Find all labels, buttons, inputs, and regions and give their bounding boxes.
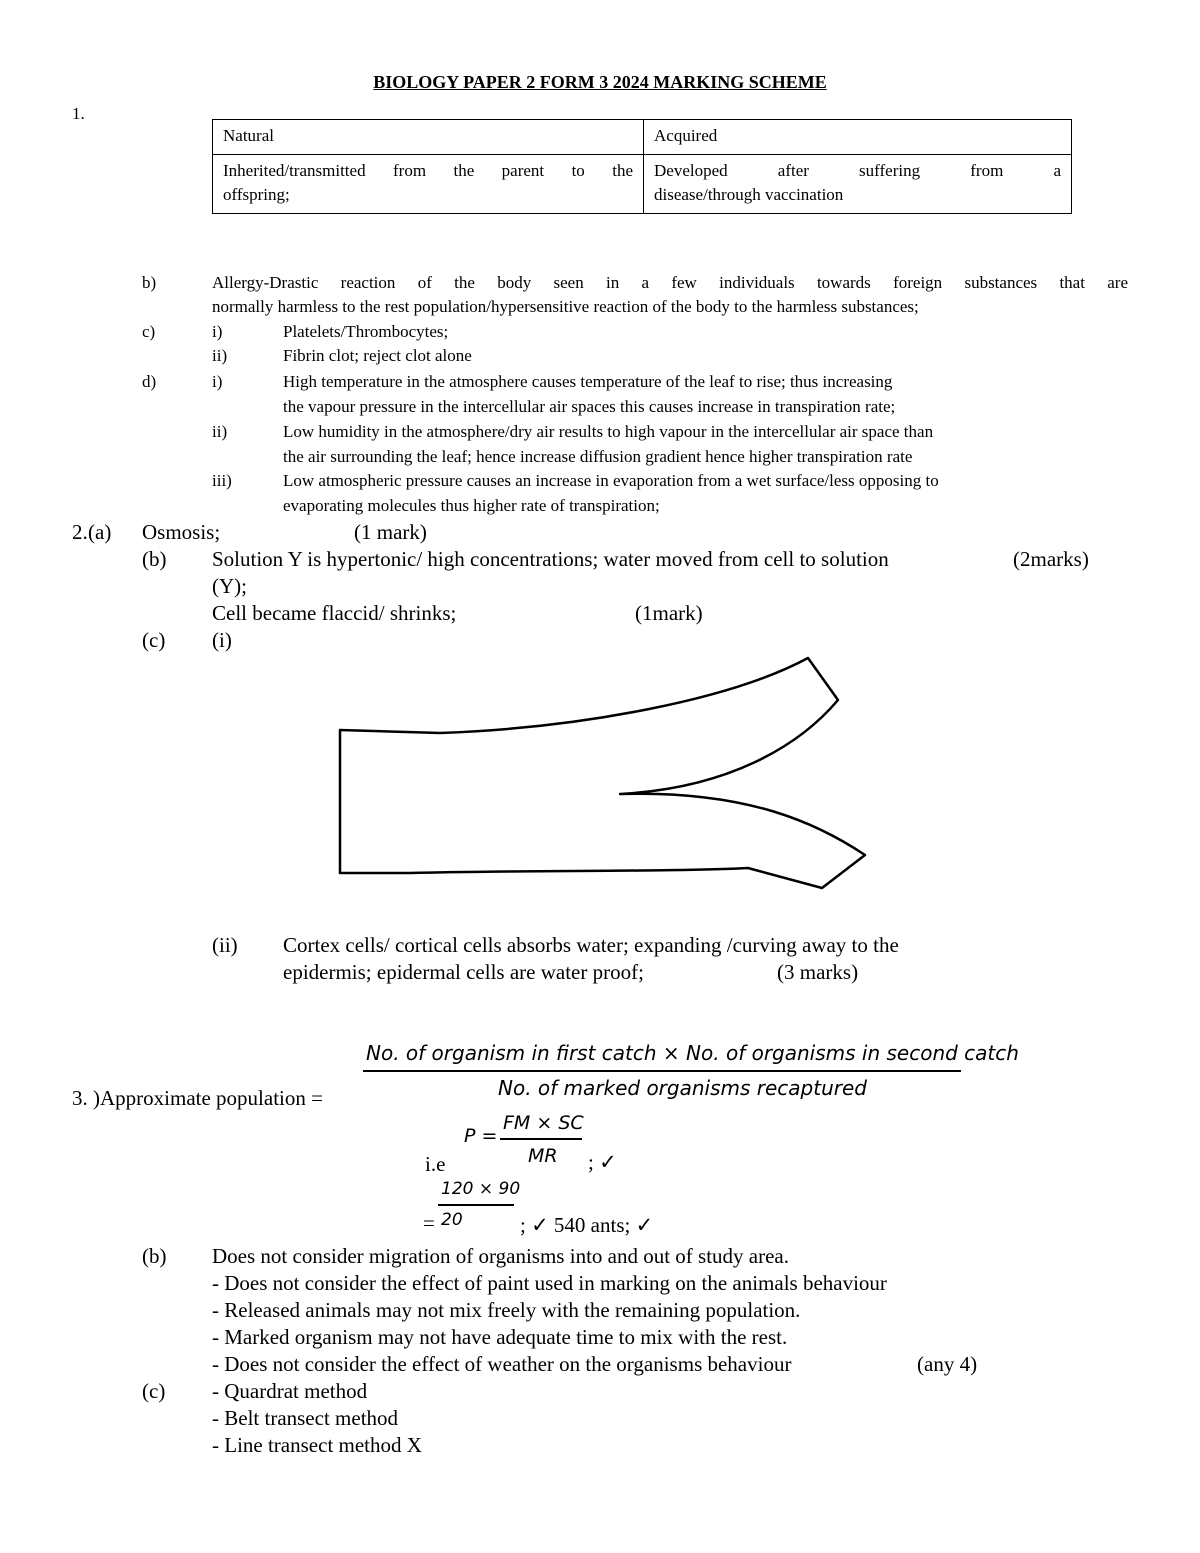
q2c-ii-marks: (3 marks)	[777, 960, 859, 984]
formula-numerator: No. of organism in first catch × No. of organisms in second catch	[366, 1041, 1019, 1065]
table-row	[213, 155, 1072, 214]
q3-label: 3. )Approximate population =	[72, 1086, 323, 1110]
q2b-line-3: Cell became flaccid/ shrinks;	[212, 601, 457, 625]
q2c-ii-line-2: epidermis; epidermal cells are water proof;	[283, 960, 644, 984]
q1-number: 1.	[72, 104, 85, 123]
p-equals: P =	[464, 1125, 498, 1147]
split-stem-diagram	[330, 650, 875, 900]
q1d-ii-line-1: Low humidity in the atmosphere/dry air results to high vapour in the intercellular air space than	[283, 422, 934, 441]
q2b-marks: (2marks)	[1013, 547, 1089, 571]
q2c-label: (c)	[142, 628, 166, 652]
q1c-label: c)	[142, 322, 156, 341]
q1d-i-label: i)	[212, 372, 223, 391]
q2c-i-label: (i)	[212, 628, 232, 652]
q2b-line-1: Solution Y is hypertonic/ high concentrations; water moved from cell to solution	[212, 547, 889, 571]
p-fraction-bar	[500, 1138, 582, 1140]
table-cell-natural	[213, 155, 644, 214]
q2c-ii-label: (ii)	[212, 933, 238, 957]
tick-1: ; ✓	[588, 1150, 617, 1174]
list-item: - Marked organism may not have adequate time to mix with the rest.	[212, 1325, 788, 1349]
q2a-text: Osmosis;	[142, 520, 221, 544]
ie-label: i.e	[425, 1152, 446, 1176]
natural-line-2: offspring;	[223, 185, 290, 204]
natural-acquired-table	[212, 119, 1072, 214]
list-item: Does not consider migration of organisms into and out of study area.	[212, 1244, 790, 1268]
q3b-marks: (any 4)	[917, 1352, 978, 1376]
page-title: BIOLOGY PAPER 2 FORM 3 2024 MARKING SCHEME	[373, 72, 827, 92]
table-cell-acquired	[644, 155, 1072, 214]
stem-outline	[340, 658, 865, 888]
table-header-acquired: Acquired	[644, 120, 1072, 155]
q3b-label: (b)	[142, 1244, 167, 1268]
q3c-label: (c)	[142, 1379, 166, 1403]
acquired-line-1: Developed after suffering from a	[654, 161, 1061, 180]
q1d-i-line-1: High temperature in the atmosphere causes temperature of the leaf to rise; thus increasing	[283, 372, 893, 391]
q1d-iii-line-2: evaporating molecules thus higher rate of transpiration;	[283, 496, 660, 515]
q1c-i-label: i)	[212, 322, 223, 341]
q1d-iii-line-1: Low atmospheric pressure causes an increase in evaporation from a wet surface/less opposing to	[283, 471, 939, 490]
q1c-i-text: Platelets/Thrombocytes;	[283, 322, 449, 341]
q1d-ii-label: ii)	[212, 422, 228, 441]
q2b-label: (b)	[142, 547, 167, 571]
list-item: - Released animals may not mix freely with the remaining population.	[212, 1298, 801, 1322]
acquired-line-2: disease/through vaccination	[654, 185, 844, 204]
q2a-label: (a)	[88, 520, 112, 544]
calc-fraction-bar	[438, 1204, 514, 1206]
calc-result: ; ✓ 540 ants; ✓	[520, 1213, 654, 1237]
formula-fraction-bar	[363, 1070, 961, 1072]
q1b-line-1-text: Allergy-Drastic reaction of the body seen in a few individuals towards foreign substances that are	[212, 273, 1128, 292]
q1c-ii-label: ii)	[212, 346, 228, 365]
formula-denominator: No. of marked organisms recaptured	[498, 1076, 867, 1100]
q2c-ii-line-1: Cortex cells/ cortical cells absorbs water; expanding /curving away to the	[283, 933, 899, 957]
q2a-marks: (1 mark)	[354, 520, 427, 544]
p-denominator: MR	[528, 1145, 558, 1167]
list-item: - Line transect method X	[212, 1433, 422, 1457]
q1b-label: b)	[142, 273, 157, 292]
list-item: - Does not consider the effect of weather on the organisms behaviour	[212, 1352, 792, 1376]
q1d-label: d)	[142, 372, 157, 391]
calc-numerator: 120 × 90	[441, 1179, 521, 1199]
natural-line-1: Inherited/transmitted from the parent to the	[223, 161, 633, 180]
p-numerator: FM × SC	[503, 1112, 584, 1134]
calc-denominator: 20	[441, 1210, 463, 1230]
table-header-natural: Natural	[213, 120, 644, 155]
q1c-ii-text: Fibrin clot; reject clot alone	[283, 346, 472, 365]
q1b-line-2: normally harmless to the rest population/hypersensitive reaction of the body to the harmless substances;	[212, 297, 919, 316]
list-item: - Does not consider the effect of paint used in marking on the animals behaviour	[212, 1271, 887, 1295]
q2-number: 2.	[72, 520, 88, 544]
q1d-i-line-2: the vapour pressure in the intercellular air spaces this causes increase in transpiration rate;	[283, 397, 896, 416]
q2b-line-2: (Y);	[212, 574, 247, 598]
list-item: - Belt transect method	[212, 1406, 399, 1430]
q1d-iii-label: iii)	[212, 471, 232, 490]
list-item: - Quardrat method	[212, 1379, 368, 1403]
q1d-ii-line-2: the air surrounding the leaf; hence increase diffusion gradient hence higher transpiration rate	[283, 447, 913, 466]
table-header-row	[213, 120, 1072, 155]
q2b-marks-2: (1mark)	[635, 601, 703, 625]
q1b-line-1	[212, 273, 1128, 293]
calc-equals: =	[423, 1211, 435, 1235]
